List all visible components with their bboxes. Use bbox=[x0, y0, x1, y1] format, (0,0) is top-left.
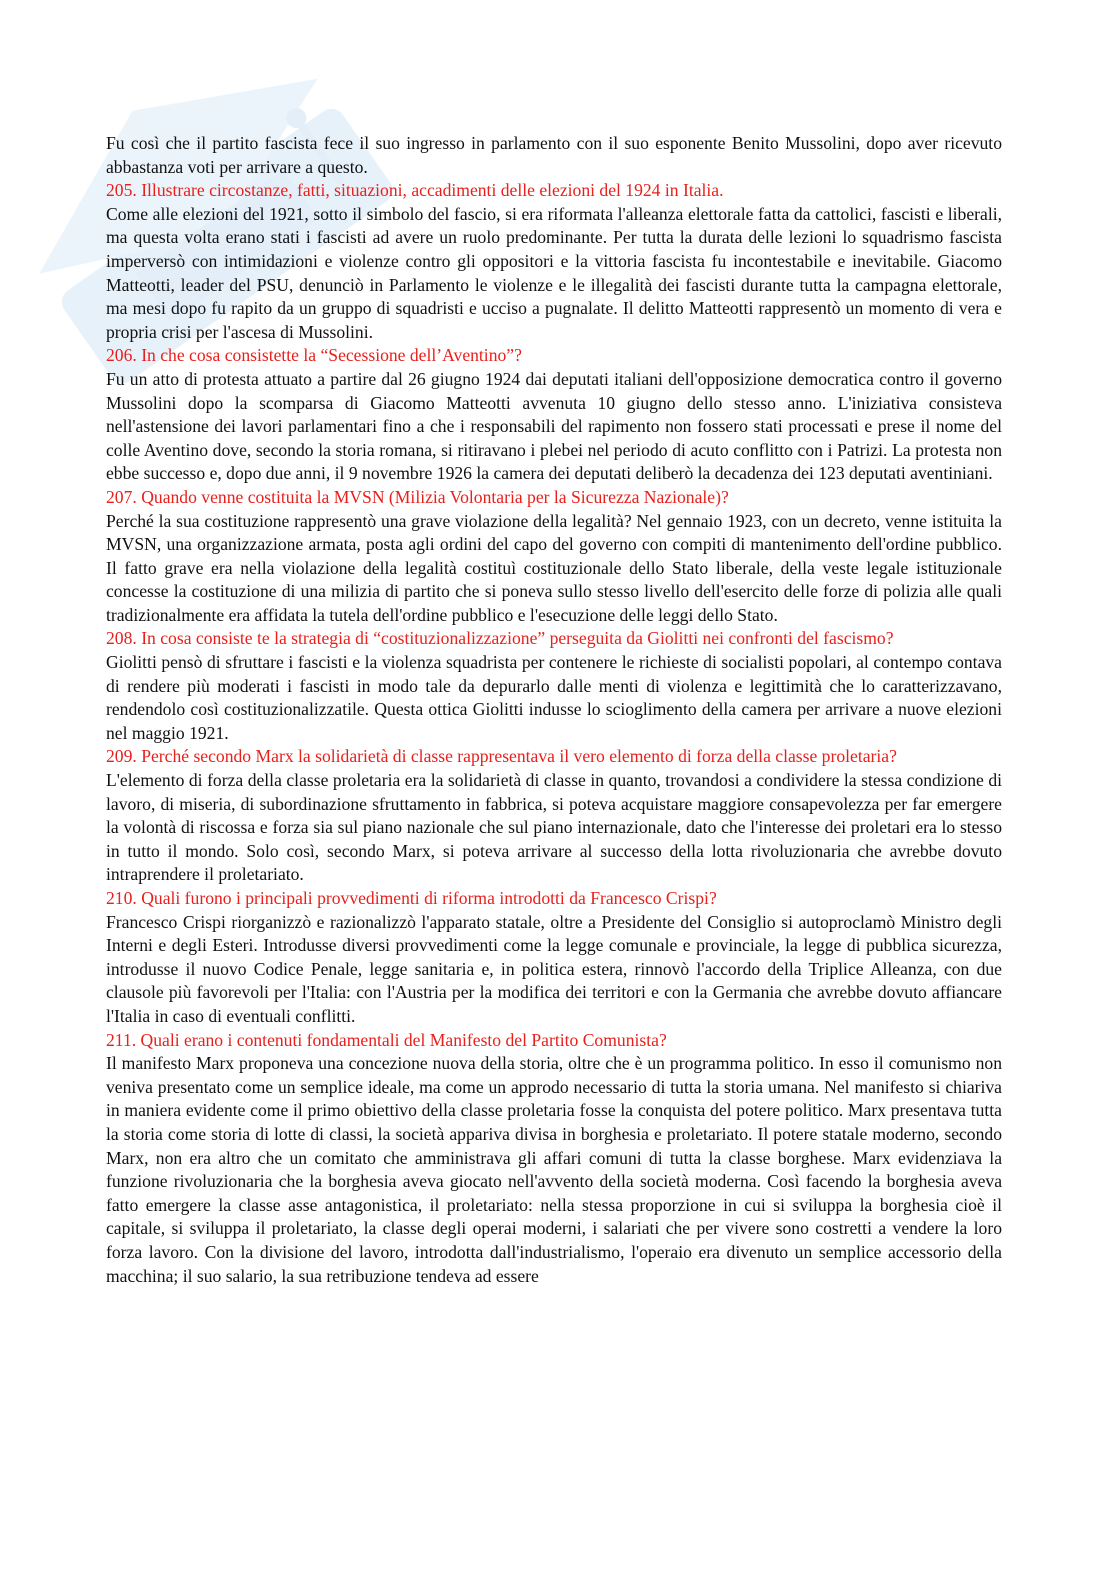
question-heading: 209. Perché secondo Marx la solidarietà di classe rappresentava il vero elemento di forza della classe proletaria? bbox=[106, 746, 897, 767]
question-heading: 211. Quali erano i contenuti fondamentali del Manifesto del Partito Comunista? bbox=[106, 1029, 667, 1050]
answer-paragraph: Il manifesto Marx proponeva una concezione nuova della storia, oltre che è un programma politico. In esso il comunismo non veniva presentato come un semplice ideale, ma come un approdo necessario di tutta la storia umana. Nel manifesto si chiariva in maniera evidente come il primo obiettivo della classe proletaria fosse la conquista del potere politico. Marx presentava tutta la storia come storia di lotte di classi, la società appariva divisa in borghesia e proletariato. Il potere statale moderno, secondo Marx, non era altro che un comitato che amministrava gli affari comuni di tutta la classe borghese. Marx evidenziava la funzione rivoluzionaria che la borghesia aveva giocato nell'avvento della società moderna. Così facendo la borghesia aveva fatto emergere la classe asse antagonistica, il proletariato: nella stessa proporzione in cui si sviluppa la borghesia cioè il capitale, si sviluppa il proletariato, la classe degli operai moderni, i salariati che per vivere sono costretti a vendere la loro forza lavoro. Con la divisione del lavoro, introdotta dall'industrialismo, l'operaio era divenuto un semplice accessorio della macchina; il suo salario, la sua retribuzione tendeva ad essere bbox=[106, 1053, 1002, 1286]
answer-paragraph: L'elemento di forza della classe proletaria era la solidarietà di classe in quanto, trovandosi a condividere la stessa condizione di lavoro, di miseria, di subordinazione sfruttamento in fabbrica, si poteva acquistare maggiore consapevolezza per far emergere la volontà di riscossa e forza sia sul piano nazionale che sul piano internazionale, dato che l'interesse dei proletari era lo stesso in tutto il mondo. Solo così, secondo Marx, si poteva arrivare al successo della lotta rivoluzionaria che avrebbe dovuto intraprendere il proletariato. bbox=[106, 770, 1002, 885]
answer-paragraph: Perché la sua costituzione rappresentò una grave violazione della legalità? Nel gennaio 1923, con un decreto, venne istituita la MVSN, una organizzazione armata, posta agli ordini del capo del governo con compiti di mantenimento dell'ordine pubblico. Il fatto grave era nella violazione della legalità costituì costituzionale dello Stato liberale, della veste legale istituzionale concesse la costituzione di una milizia di partito che si poneva sullo stesso livello dell'esercito delle forze di polizia alle quali tradizionalmente era affidata la tutela dell'ordine pubblico e l'esecuzione delle leggi dello Stato. bbox=[106, 510, 1002, 625]
answer-paragraph: Giolitti pensò di sfruttare i fascisti e la violenza squadrista per contenere le richieste di socialisti popolari, al contempo contava di rendere più moderati i fascisti in modo tale da depurarlo dalle menti di violenza e legittimità che lo caratterizzavano, rendendolo così costituzionalizzatile. Questa ottica Giolitti indusse lo scioglimento della camera per arrivare a nuove elezioni nel maggio 1921. bbox=[106, 652, 1002, 743]
question-heading: 205. Illustrare circostanze, fatti, situazioni, accadimenti delle elezioni del 1924 in Italia. bbox=[106, 180, 724, 201]
answer-paragraph: Fu così che il partito fascista fece il suo ingresso in parlamento con il suo esponente Benito Mussolini, dopo aver ricevuto abbastanza voti per arrivare a questo. bbox=[106, 133, 1002, 177]
answer-paragraph: Francesco Crispi riorganizzò e razionalizzò l'apparato statale, oltre a Presidente del Consiglio si autoproclamò Ministro degli Interni e degli Esteri. Introdusse diversi provvedimenti come la legge comunale e provinciale, la legge di pubblica sicurezza, introdusse il nuovo Codice Penale, legge sanitaria e, in politica estera, rinnovò l'accordo della Triplice Alleanza, con due clausole più favorevoli per l'Italia: con l'Austria per la modifica dei territori e con la Germania che avrebbe dovuto affiancare l'Italia in caso di eventuali conflitti. bbox=[106, 911, 1002, 1026]
question-heading: 206. In che cosa consistette la “Secessione dell’Aventino”? bbox=[106, 345, 522, 366]
answer-paragraph: Fu un atto di protesta attuato a partire dal 26 giugno 1924 dai deputati italiani dell'opposizione democratica contro il governo Mussolini dopo la scomparsa di Giacomo Matteotti avvenuta 10 giugno dello stesso anno. L'iniziativa consisteva nell'astensione dei lavori parlamentari fino a che i responsabili del rapimento non fossero stati processati e prese il nome del colle Aventino dove, secondo la storia romana, si ritiravano i plebei nel periodo di acuto conflitto con i Patrizi. La protesta non ebbe successo e, dopo due anni, il 9 novembre 1926 la camera dei deputati deliberò la decadenza dei 123 deputati aventiniani. bbox=[106, 368, 1002, 484]
question-heading: 210. Quali furono i principali provvedimenti di riforma introdotti da Francesco Crispi? bbox=[106, 888, 717, 908]
question-heading: 208. In cosa consiste te la strategia di “costituzionalizzazione” perseguita da Giolitti nei confronti del fascismo? bbox=[106, 628, 894, 649]
document-body bbox=[106, 132, 1002, 1288]
question-heading: 207. Quando venne costituita la MVSN (Milizia Volontaria per la Sicurezza Nazionale)? bbox=[106, 486, 729, 507]
answer-paragraph: Come alle elezioni del 1921, sotto il simbolo del fascio, si era riformata l'alleanza elettorale fatta da cattolici, fascisti e liberali, ma questa volta erano stati i fascisti ad avere un ruolo predominante. Per tutta la durata delle lezioni lo squadrismo fascista imperversò con intimidazioni e violenze contro gli oppositori e la vittoria fascista fu incontestabile e inevitabile. Giacomo Matteotti, leader del PSU, denunciò in Parlamento le violenze e le illegalità dei fascisti durante tutta la campagna elettorale, ma mesi dopo fu rapito da un gruppo di squadristi e ucciso a pugnalate. Il delitto Matteotti rappresentò un momento di vera e propria crisi per l'ascesa di Mussolini. bbox=[106, 203, 1002, 342]
